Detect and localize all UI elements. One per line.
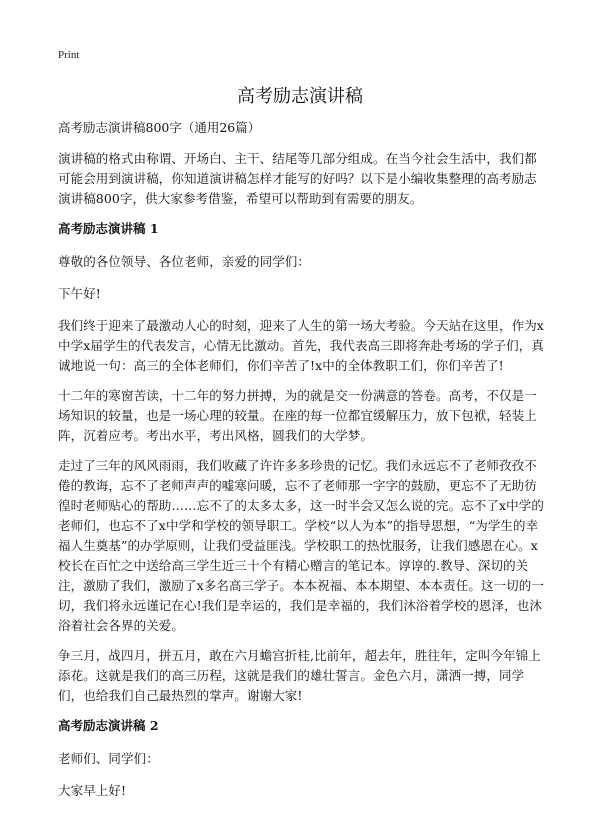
section-1-paragraph-3: 走过了三年的风风雨雨，我们收藏了许许多多珍贵的记忆。我们永远忘不了老师孜孜不倦的教诲，忘不了老师声声的嘘寒问暖，忘不了老师那一字字的鼓励，更忘不了无助彷徨时老师贴心的帮助……忘不了的太多太多，这一时半会又怎么说的完。忘不了x中学的老师们，也忘不了x中学和学校的领导职工。学校“以人为本”的指导思想，“为学生的幸福人生奠基”的办学原则，让我们受益匪浅。学校职工的热忱服务，让我们感恩在心。x校长在百忙之中送给高三学生近三十个有精心赠言的笔记本。谆谆的.教导、深切的关注，激励了我们，激励了x多名高三学子。本本祝福、本本期望、本本责任。这一切的一切，我们将永远谨记在心!我们是幸运的，我们是幸福的，我们沐浴着学校的恩泽，也沐浴着社会各界的关爱。 bbox=[58, 458, 544, 633]
section-1-greeting: 尊敬的各位领导、各位老师，亲爱的同学们： bbox=[58, 254, 311, 269]
section-1-hello: 下午好! bbox=[58, 286, 101, 301]
section-1-paragraph-2: 十二年的寒窗苦读，十二年的努力拼搏，为的就是交一份满意的答卷。高考，不仅是一场知识的较量，也是一场心理的较量。在座的每一位都宜缓解压力，放下包袱，轻装上阵，沉着应考。考出水平，考出风格，圆我们的大学梦。 bbox=[58, 388, 537, 443]
print-link[interactable]: Print bbox=[58, 49, 80, 61]
section-1-heading: 高考励志演讲稿 1 bbox=[58, 221, 159, 236]
section-2-hello: 大家早上好! bbox=[58, 783, 127, 798]
page-title: 高考励志演讲稿 bbox=[237, 86, 363, 107]
section-2-heading: 高考励志演讲稿 2 bbox=[58, 718, 159, 733]
section-2-greeting: 老师们、同学们： bbox=[58, 751, 159, 766]
section-1-paragraph-4: 争三月，战四月，拼五月，敢在六月蟾宫折桂,比前年，超去年，胜往年，定叫今年锦上添花。这就是我们的高三历程，这就是我们的雄壮誓言。金色六月，潇洒一搏，同学们，也给我们自己最热烈的掌声。谢谢大家! bbox=[58, 648, 541, 703]
article-body bbox=[58, 118, 548, 813]
article-subtitle: 高考励志演讲稿800字（通用26篇） bbox=[58, 120, 261, 135]
intro-paragraph: 演讲稿的格式由称谓、开场白、主干、结尾等几部分组成。在当今社会生活中，我们都可能会用到演讲稿，你知道演讲稿怎样才能写的好吗？以下是小编收集整理的高考励志演讲稿800字，供大家参考借鉴，希望可以帮助到有需要的朋友。 bbox=[58, 151, 537, 206]
section-1-paragraph-1: 我们终于迎来了最激动人心的时刻，迎来了人生的第一场大考验。今天站在这里，作为x中学x届学生的代表发言，心情无比激动。首先，我代表高三即将奔赴考场的学子们，真诚地说一句：高三的全体老师们，你们辛苦了!x中的全体教职工们，你们辛苦了! bbox=[58, 318, 544, 373]
